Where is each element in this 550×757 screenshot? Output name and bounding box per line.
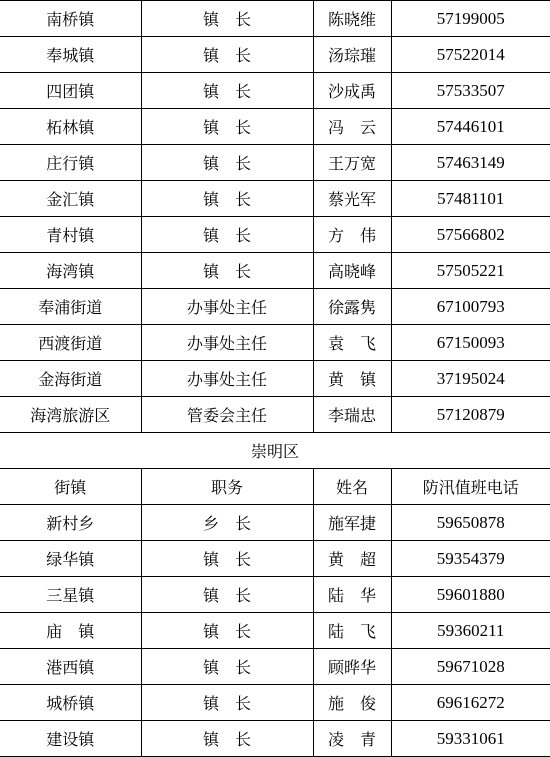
table-row — [0, 685, 550, 721]
position-cell: 镇 长 — [141, 613, 313, 649]
table-row — [0, 721, 550, 757]
phone-cell: 67150093 — [391, 325, 550, 361]
name-cell: 蔡光军 — [313, 181, 391, 217]
table-row — [0, 325, 550, 361]
phone-cell: 59650878 — [391, 505, 550, 541]
phone-cell: 57505221 — [391, 253, 550, 289]
town-cell: 奉城镇 — [0, 37, 141, 73]
phone-cell: 防汛值班电话 — [391, 469, 550, 505]
position-cell: 镇 长 — [141, 685, 313, 721]
town-cell: 奉浦街道 — [0, 289, 141, 325]
phone-cell: 57522014 — [391, 37, 550, 73]
phone-cell: 67100793 — [391, 289, 550, 325]
town-cell: 新村乡 — [0, 505, 141, 541]
position-cell: 办事处主任 — [141, 289, 313, 325]
table-row — [0, 145, 550, 181]
town-cell: 街镇 — [0, 469, 141, 505]
name-cell: 姓名 — [313, 469, 391, 505]
table-row — [0, 253, 550, 289]
table-row — [0, 109, 550, 145]
town-cell: 金海街道 — [0, 361, 141, 397]
name-cell: 方 伟 — [313, 217, 391, 253]
town-cell: 西渡街道 — [0, 325, 141, 361]
position-cell: 管委会主任 — [141, 397, 313, 433]
town-cell: 建设镇 — [0, 721, 141, 757]
table-row — [0, 397, 550, 433]
phone-cell: 69616272 — [391, 685, 550, 721]
table-row — [0, 73, 550, 109]
position-cell: 镇 长 — [141, 649, 313, 685]
phone-cell: 59601880 — [391, 577, 550, 613]
name-cell: 黄 超 — [313, 541, 391, 577]
table-row — [0, 541, 550, 577]
name-cell: 凌 青 — [313, 721, 391, 757]
town-cell: 庄行镇 — [0, 145, 141, 181]
district-title-row — [0, 433, 550, 469]
name-cell: 徐露隽 — [313, 289, 391, 325]
position-cell: 乡 长 — [141, 505, 313, 541]
table-row — [0, 613, 550, 649]
district-title: 崇明区 — [0, 433, 550, 469]
position-cell: 镇 长 — [141, 145, 313, 181]
phone-cell: 57533507 — [391, 73, 550, 109]
position-cell: 镇 长 — [141, 37, 313, 73]
town-cell: 三星镇 — [0, 577, 141, 613]
name-cell: 陆 华 — [313, 577, 391, 613]
position-cell: 镇 长 — [141, 73, 313, 109]
name-cell: 袁 飞 — [313, 325, 391, 361]
town-cell: 青村镇 — [0, 217, 141, 253]
name-cell: 李瑞忠 — [313, 397, 391, 433]
town-cell: 港西镇 — [0, 649, 141, 685]
table-row — [0, 217, 550, 253]
name-cell: 施军捷 — [313, 505, 391, 541]
table-row — [0, 37, 550, 73]
position-cell: 镇 长 — [141, 1, 313, 37]
phone-cell: 57199005 — [391, 1, 550, 37]
town-cell: 柘林镇 — [0, 109, 141, 145]
name-cell: 顾晔华 — [313, 649, 391, 685]
phone-cell: 37195024 — [391, 361, 550, 397]
table-row — [0, 1, 550, 37]
name-cell: 陈晓维 — [313, 1, 391, 37]
table-row — [0, 505, 550, 541]
table-row — [0, 289, 550, 325]
town-cell: 金汇镇 — [0, 181, 141, 217]
table-header-row — [0, 469, 550, 505]
table-row — [0, 649, 550, 685]
town-cell: 绿华镇 — [0, 541, 141, 577]
phone-cell: 59331061 — [391, 721, 550, 757]
phone-cell: 57463149 — [391, 145, 550, 181]
phone-cell: 59354379 — [391, 541, 550, 577]
phone-cell: 57566802 — [391, 217, 550, 253]
position-cell: 镇 长 — [141, 109, 313, 145]
position-cell: 办事处主任 — [141, 361, 313, 397]
position-cell: 镇 长 — [141, 253, 313, 289]
flood-duty-table-body — [0, 1, 550, 757]
name-cell: 沙成禹 — [313, 73, 391, 109]
phone-cell: 57120879 — [391, 397, 550, 433]
phone-cell: 57446101 — [391, 109, 550, 145]
position-cell: 镇 长 — [141, 217, 313, 253]
town-cell: 南桥镇 — [0, 1, 141, 37]
name-cell: 汤琮璀 — [313, 37, 391, 73]
name-cell: 王万宽 — [313, 145, 391, 181]
phone-cell: 59360211 — [391, 613, 550, 649]
town-cell: 海湾旅游区 — [0, 397, 141, 433]
position-cell: 镇 长 — [141, 541, 313, 577]
town-cell: 四团镇 — [0, 73, 141, 109]
name-cell: 冯 云 — [313, 109, 391, 145]
phone-cell: 59671028 — [391, 649, 550, 685]
table-row — [0, 577, 550, 613]
phone-cell: 57481101 — [391, 181, 550, 217]
name-cell: 黄 镇 — [313, 361, 391, 397]
table-row — [0, 361, 550, 397]
table-row — [0, 181, 550, 217]
name-cell: 施 俊 — [313, 685, 391, 721]
town-cell: 城桥镇 — [0, 685, 141, 721]
position-cell: 职务 — [141, 469, 313, 505]
town-cell: 庙 镇 — [0, 613, 141, 649]
position-cell: 镇 长 — [141, 721, 313, 757]
position-cell: 镇 长 — [141, 577, 313, 613]
name-cell: 陆 飞 — [313, 613, 391, 649]
position-cell: 镇 长 — [141, 181, 313, 217]
town-cell: 海湾镇 — [0, 253, 141, 289]
name-cell: 高晓峰 — [313, 253, 391, 289]
position-cell: 办事处主任 — [141, 325, 313, 361]
